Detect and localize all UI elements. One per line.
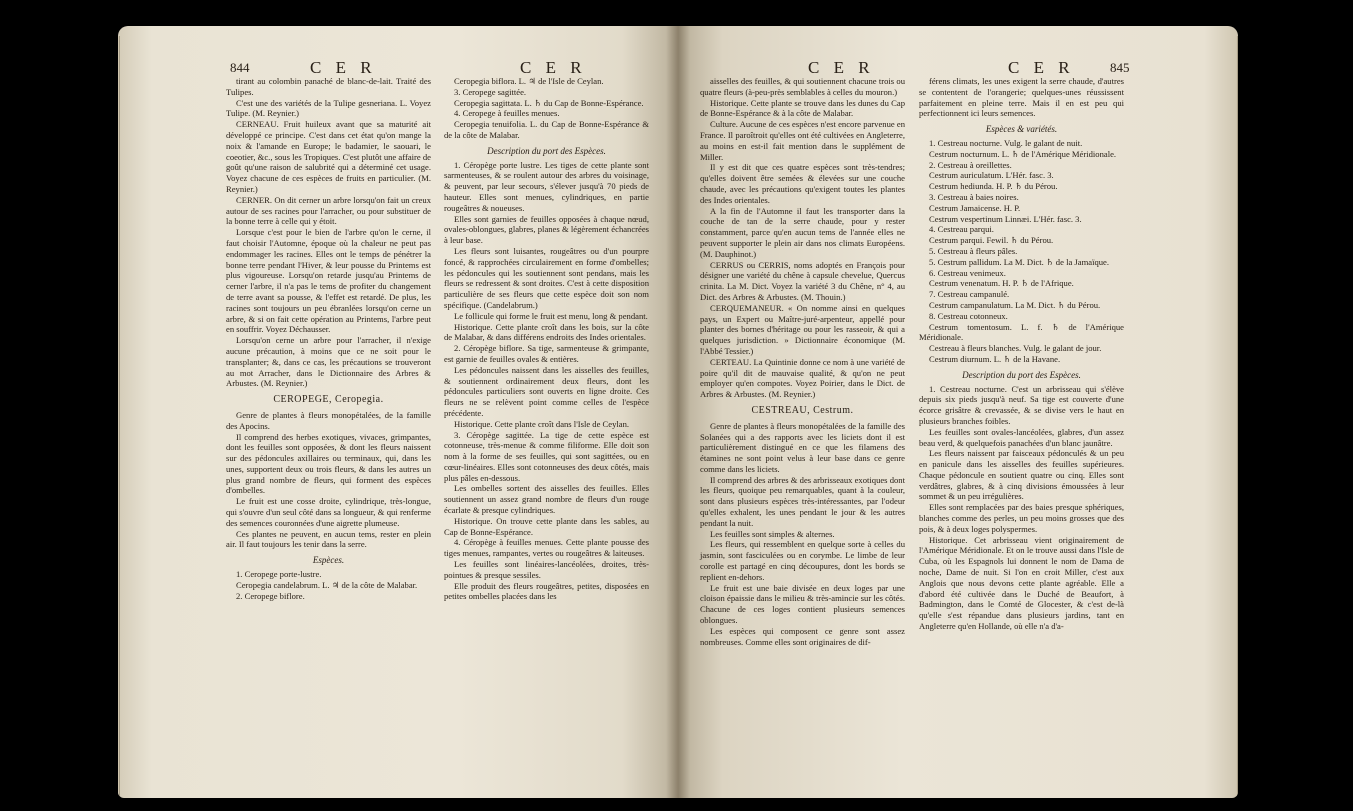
- paragraph: 3. Céropège sagittée. La tige de cette espèce est cotonneuse, très-menue & comme filiforme. Elle doit son nom à la forme de ses feuilles, qui sont sagittées, ou en cœur-linéaires. Elles sont cotonneuses des deux côtés, mais plus pâles en-dessous.: [444, 429, 649, 483]
- paragraph: Elle produit des fleurs rougeâtres, petites, disposées en petites ombelles placées dans les: [444, 580, 649, 602]
- column-3: [700, 76, 905, 647]
- paragraph: 6. Cestreau venimeux.: [929, 267, 1006, 278]
- paragraph: Le fruit est une cosse droite, cylindrique, très-longue, qui s'ouvre d'un seul côté dans sa longueur, & qui renferme des semences couronnées d'une aigrette plumeuse.: [226, 496, 431, 528]
- page-number: 845: [1110, 60, 1130, 75]
- paragraph: Cestrum venenatum. H. P. ♄ de l'Afrique.: [929, 278, 1074, 289]
- paragraph: Genre de plantes à fleurs monopétalées, de la famille des Apocins.: [226, 409, 431, 431]
- paragraph: aisselles des feuilles, & qui soutiennent chacune trois ou quatre fleurs (à-peu-près semblables à celles du mouron.): [700, 76, 905, 97]
- paragraph: Lorsqu'on cerne un arbre pour l'arracher, il n'exige aucune précaution, à moins que ce ne soit pour le transplanter; &, dans ce cas, les précautions se trouveront au mot Arracher, dans le Dictionnaire des Arbres & Arbustes. (M. Reynier.): [226, 335, 431, 389]
- paragraph: Historique. Cette plante croît dans l'Isle de Ceylan.: [454, 418, 630, 429]
- paragraph: tirant au colombin panaché de blanc-de-lait. Traité des Tulipes.: [226, 76, 431, 97]
- left-page: [118, 26, 678, 798]
- running-head-col3: C E R: [808, 58, 875, 77]
- section-heading: Espèces & variétés.: [985, 124, 1058, 135]
- paragraph: Ceropegia candelabrum. L. ♃ de la côte de Malabar.: [236, 579, 418, 590]
- paragraph: férens climats, les unes exigent la serre chaude, d'autres se contentent de l'orangerie; quelques-unes réussissent parfaitement en pleine terre. Mais il en est peu qui perfectionnent ici leurs semences.: [919, 76, 1124, 119]
- entry-heading: CEROPEGE, Ceropegia.: [273, 394, 384, 406]
- entry-heading: CESTREAU, Cestrum.: [751, 404, 854, 416]
- paragraph: Cestreau à fleurs blanches. Vulg. le galant de jour.: [929, 343, 1102, 354]
- paragraph: Cestrum vespertinum Linnæi. L'Hér. fasc. 3.: [929, 213, 1082, 224]
- paragraph: CERTEAU. La Quintinie donne ce nom à une variété de poire qu'il dit de mauvaise qualité, & qu'on ne peut employer qu'en compotes. Voyez Poirier, dans le Dict. de Arbres & Arbustes. (M. Reynier.): [700, 356, 905, 400]
- paragraph: CERNER. On dit cerner un arbre lorsqu'on fait un creux autour de ses racines pour l'arracher, ou pour substituer de la bonne terre à celle qui y étoit.: [226, 194, 431, 227]
- page-edges-left: [118, 36, 120, 796]
- book-gutter: [666, 26, 690, 798]
- paragraph: Le fruit est une baie divisée en deux loges par une cloison épaissie dans le milieu & très-amincie sur les côtés. Chacune de ces loges contient plusieurs semences oblongues.: [700, 582, 905, 626]
- paragraph: CERQUEMANEUR. « On nomme ainsi en quelques pays, un Expert ou Maître-juré-arpenteur, appellé pour planter des bornes d'héritage ou pour les rasseoir, & qui a quelques jurisdiction. » Dictionnaire économique (M. l'Abbé Tessier.): [700, 302, 905, 356]
- paragraph: Ceropegia biflora. L. ♃ de l'Isle de Ceylan.: [454, 76, 604, 86]
- section-heading: Description du port des Espèces.: [962, 369, 1081, 380]
- paragraph: Cestrum campanulatum. La M. Dict. ♄ du Pérou.: [929, 299, 1101, 310]
- paragraph: CERRUS ou CERRIS, noms adoptés en François pour désigner une variété du chêne à capsule chevelue, Quercus crinita. La M. Dict. Voyez la variété 3 du Chêne, n° 4, au Dict. des Arbres & Arbustes. (M. Thouin.): [700, 259, 905, 302]
- paragraph: Il comprend des herbes exotiques, vivaces, grimpantes, dont les feuilles sont opposées, & dont les fleurs naissent sur des pédoncules axillaires ou terminaux, qui, dans les unes, supportent deux ou trois fleurs, & dans les autres un plus grand nombre de fleurs, qui forment des espèces d'ombelles.: [226, 431, 431, 496]
- paragraph: 8. Cestreau cotonneux.: [929, 310, 1008, 321]
- paragraph: 1. Céropège porte lustre. Les tiges de cette plante sont sarmenteuses, & se roulent autour des arbres du voisinage, & peuvent, par leur secours, s'élever jusqu'à 70 pieds de hauteur. Elles sont menues, cylindriques, en partie rougeâtres & noueuses.: [444, 159, 649, 213]
- paragraph: Le follicule qui forme le fruit est menu, long & pendant.: [454, 310, 648, 321]
- paragraph: Cestrum parqui. Fewil. ♄ du Pérou.: [929, 235, 1054, 246]
- page-edges-right: [1236, 36, 1238, 796]
- paragraph: Historique. Cette plante se trouve dans les dunes du Cap de Bonne-Espérance & à la côte de Malabar.: [700, 97, 905, 119]
- paragraph: 3. Cestreau à baies noires.: [929, 191, 1019, 202]
- paragraph: Ces plantes ne peuvent, en aucun tems, rester en plein air. Il faut toujours les tenir dans la serre.: [226, 528, 431, 550]
- paragraph: 2. Cestreau à oreillettes.: [929, 159, 1012, 170]
- paragraph: Ceropegia sagittata. L. ♄ du Cap de Bonne-Espérance.: [454, 97, 644, 108]
- paragraph: Il y est dit que ces quatre espèces sont très-tendres; qu'elles doivent être semées & élevées sur une couche chaude, avec les précautions qu'exigent toutes les plantes des Indes orientales.: [700, 162, 905, 205]
- paragraph: Les fleurs, qui ressemblent en quelque sorte à celles du jasmin, sont fasciculées ou en corymbe. Le limbe de leur corolle est partagé en cinq découpures, dont les bords se replient en-dehors.: [700, 539, 905, 582]
- paragraph: Genre de plantes à fleurs monopétalées de la famille des Solanées qui a des rapports avec les liciets dont il est particulièrement distingué en ce que les filamens des étamines ne sont point velus à leur base dans ce genre comme dans les liciets.: [700, 420, 905, 474]
- paragraph: Les feuilles sont ovales-lancéolées, glabres, d'un assez beau verd, & quelquefois panachées d'un blanc jaunâtre.: [919, 426, 1124, 448]
- paragraph: 7. Cestreau campanulé.: [929, 289, 1010, 300]
- paragraph: Les fleurs sont luisantes, rougeâtres ou d'un pourpre foncé, & rapprochées circulairement en forme d'ombelles; les pédoncules qui les soutiennent sont pendans, mais les fleurs se redressent & sont droites. C'est à cette disposition particulière de ses fleurs que cette espèce doit son nom spécifique. (Candelabrum.): [444, 245, 649, 310]
- paragraph: 2. Céropège biflore. Sa tige, sarmenteuse & grimpante, est garnie de feuilles ovales & entières.: [444, 343, 649, 364]
- paragraph: Il comprend des arbres & des arbrisseaux exotiques dont les fleurs, quoique peu remarquables, quant à la couleur, sont dans plusieurs espèces très-intéressantes, par l'odeur qu'elles exhalent, les unes pendant le jour & les autres pendant la nuit.: [700, 474, 905, 528]
- paragraph: Historique. On trouve cette plante dans les sables, au Cap de Bonne-Espérance.: [444, 515, 649, 537]
- paragraph: Cestrum tomentosum. L. f. ♄ de l'Amérique Méridionale.: [919, 321, 1124, 343]
- paragraph: 1. Ceropege porte-lustre.: [236, 569, 322, 580]
- section-heading: Espèces.: [312, 555, 345, 566]
- section-heading: Description du port des Espèces.: [487, 145, 606, 156]
- open-book: [118, 26, 1238, 806]
- paragraph: Culture. Aucune de ces espèces n'est encore parvenue en France. Il paroîtroit qu'elles ont été cultivées en Angleterre, au moins en est-il fait mention dans le supplément de Miller.: [700, 119, 905, 162]
- running-head: C E R: [310, 58, 377, 77]
- paragraph: Cestrum Jamaicense. H. P.: [929, 202, 1021, 213]
- paragraph: Les pédoncules naissent dans les aisselles des feuilles, & soutiennent ordinairement deux fleurs, dont les pédoncules particuliers sont ouverts en ligne droite. Ces fleurs ne se relèvent point comme celles de l'espèce précédente.: [444, 364, 649, 418]
- paragraph: 3. Ceropege sagittée.: [454, 86, 527, 97]
- right-page: [678, 26, 1238, 798]
- paragraph: Cestrum hediunda. H. P. ♄ du Pérou.: [929, 181, 1058, 192]
- paragraph: Les feuilles sont linéaires-lancéolées, droites, très-pointues & presque sessiles.: [444, 559, 649, 580]
- paragraph: Elles sont remplacées par des baies presque sphériques, blanches comme des perles, un peu moins grosses que des pois, & à deux loges polyspermes.: [919, 502, 1124, 534]
- paragraph: 5. Cestreau à fleurs pâles.: [929, 245, 1018, 256]
- paragraph: 4. Cestreau parqui.: [929, 224, 994, 235]
- paragraph: Elles sont garnies de feuilles opposées à chaque nœud, ovales-oblongues, glabres, planes & légèrement échancrées à leur base.: [444, 213, 649, 246]
- paragraph: Cestrum diurnum. L. ♄ de la Havane.: [929, 353, 1061, 364]
- paragraph: Les feuilles sont simples & alternes.: [710, 528, 835, 539]
- paragraph: Les ombelles sortent des aisselles des feuilles. Elles soutiennent un assez grand nombre de fleurs d'un rouge écarlate & presque cylindriques.: [444, 483, 649, 516]
- column-4: [919, 76, 1124, 632]
- column-1: [226, 76, 431, 601]
- paragraph: Cestrum auriculatum. L'Hér. fasc. 3.: [929, 170, 1054, 181]
- running-head-col2: C E R: [520, 58, 587, 77]
- paragraph: 1. Cestreau nocturne. Vulg. le galant de nuit.: [929, 137, 1083, 148]
- paragraph: A la fin de l'Automne il faut les transporter dans la couche de tan de la serre chaude, pour y rester constamment, parce qu'en aucun tems de l'année elles ne peuvent supporter le plein air dans nos climats Européens. (M. Dauphinot.): [700, 205, 905, 259]
- paragraph: Les fleurs naissent par faisceaux pédonculés & un peu en panicule dans les aisselles des feuilles supérieures. Chaque pédoncule en soutient quatre ou cinq. Elles sont verdâtres, glabres, & à cinq divisions émoussées à leur sommet & un peu irrégulières.: [919, 448, 1124, 502]
- paragraph: 5. Cestrum pallidum. La M. Dict. ♄ de la Jamaïque.: [929, 256, 1110, 267]
- paragraph: 4. Céropège à feuilles menues. Cette plante pousse des tiges menues, rampantes, vertes ou rougeâtres & laiteuses.: [444, 537, 649, 559]
- page-number: 844: [230, 60, 250, 75]
- running-head: C E R: [1008, 58, 1075, 77]
- paragraph: CERNEAU. Fruit huileux avant que sa maturité ait développé ce principe. C'est dans cet état qu'on mange la noix & l'amande en Europe; le badamier, le saouari, le coeotier, &c., sous les Tropiques. C'est plutôt une affaire de goût qu'une raison de salubrité qui a déterminé cet usage. Voyez chacune de ces espèces de fruits en particulier. (M. Reynier.): [226, 119, 431, 194]
- paragraph: Lorsque c'est pour le bien de l'arbre qu'on le cerne, il faut choisir l'Automne, époque où la chaleur ne peut pas endommager les racines. Elles ont le temps de pénétrer la bonne terre pendant l'Hiver, & leur pousse du Printems est plus vigoureuse. Lorsqu'on retarde jusqu'au Printems de cerner l'arbre, il n'a pas le tems de profiter du changement de terre avant sa pousse, & l'effet est retardé. De plus, les racines sont toujours un peu ébranlées lorsqu'on cerne un arbre, & si on fait cette opération au Printems, l'arbre peut en souffrir. Voyez Déchausser.: [226, 227, 431, 335]
- paragraph: Les espèces qui composent ce genre sont assez nombreuses. Comme elles sont originaires de dif-: [700, 625, 905, 647]
- paragraph: 1. Cestreau nocturne. C'est un arbrisseau qui s'élève depuis six pieds jusqu'à neuf. Sa tige est couverte d'une écorce grisâtre & crevassée, & se divise vers le haut en plusieurs branches foibles.: [919, 383, 1124, 426]
- paragraph: 4. Ceropege à feuilles menues.: [454, 108, 560, 119]
- column-2: [444, 76, 649, 602]
- paragraph: 2. Ceropege biflore.: [236, 590, 305, 601]
- paragraph: Historique. Cet arbrisseau vient originairement de l'Amérique Méridionale. Et on le trouve aussi dans l'Isle de Cuba, où les Espagnols lui donnent le nom de Dama de noche, Dame de nuit. Si l'on en croit Miller, c'est aux Anglois que nous devons cette plante agréable. Elle a d'abord été cultivée dans le Duché de Beaufort, à Badmington, dans le Comté de Glocester, & c'est de-là qu'elle s'est répandue dans plusieurs jardins, tant en Angleterre qu'en Hollande, où elle n'a d'a-: [919, 534, 1124, 632]
- paragraph: Historique. Cette plante croît dans les bois, sur la côte de Malabar, & dans différens endroits des Indes orientales.: [444, 321, 649, 343]
- paragraph: Cestrum nocturnum. L. ♄ de l'Amérique Méridionale.: [929, 148, 1117, 159]
- paragraph: Ceropegia tenuifolia. L. du Cap de Bonne-Espérance & de la côte de Malabar.: [444, 119, 649, 140]
- paragraph: C'est une des variétés de la Tulipe gesneriana. L. Voyez Tulipe. (M. Reynier.): [226, 97, 431, 119]
